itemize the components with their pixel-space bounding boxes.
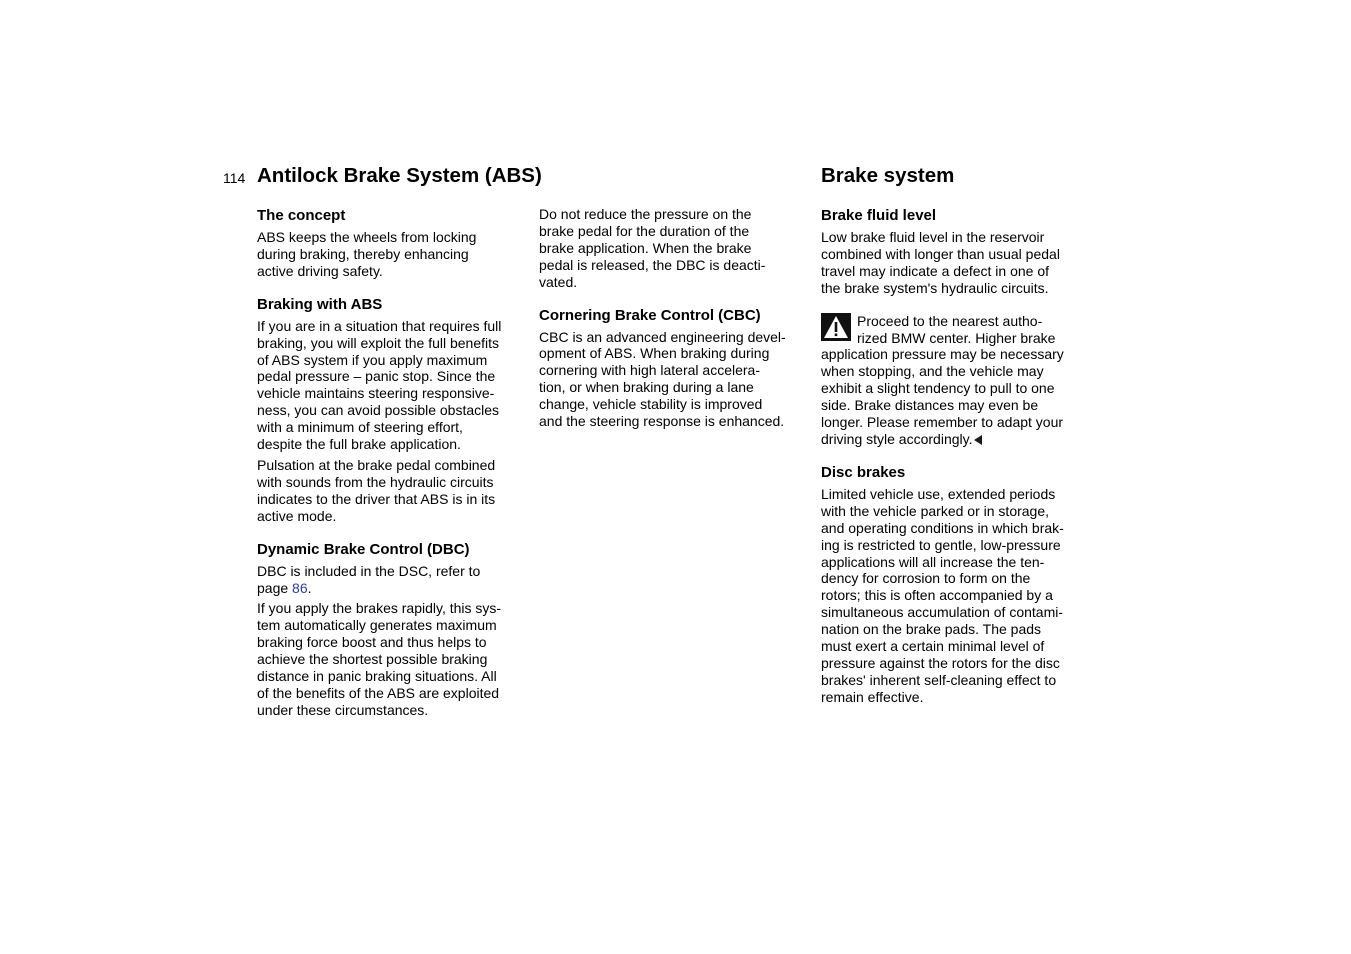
warning-note [821, 313, 1099, 448]
heading-dbc: Dynamic Brake Control (DBC) [257, 540, 470, 558]
concept-paragraph: ABS keeps the wheels from locking during braking, thereby enhancing active driving safety. [257, 229, 477, 279]
section-title-abs: Antilock Brake System (ABS) [257, 164, 542, 187]
braking-paragraph-1: If you are in a situation that requires full braking, you will exploit the full benefits of ABS system if you apply maximum pedal pressure – panic stop. Since the vehicle maintains steering responsive- ness, you can avoid possible obstacles with a minimum of steering effort, despite the full brake application. [257, 317, 502, 453]
column-left [257, 206, 535, 719]
dbc-paragraph-1 [257, 563, 535, 597]
dbc-paragraph-2: If you apply the brakes rapidly, this sys- tem automatically generates maximum braking force boost and thus helps to achieve the shortest possible braking distance in panic braking situations. All of the benefits of the ABS are exploited under these circumstances. [257, 600, 502, 718]
dbc-paragraph-1-suffix: . [307, 579, 312, 596]
fluid-paragraph: Low brake fluid level in the reservoir combined with longer than usual pedal travel may indicate a defect in one of the brake system's hydraulic circuits. [821, 229, 1060, 296]
heading-the-concept: The concept [257, 207, 346, 224]
pedal-paragraph: Do not reduce the pressure on the brake pedal for the duration of the brake application. When the brake pedal is released, the DBC is deacti- vated. [539, 206, 766, 290]
column-middle [539, 206, 817, 430]
warning-paragraph [821, 313, 1099, 448]
braking-paragraph-2: Pulsation at the brake pedal combined with sounds from the hydraulic circuits indicates to the driver that ABS is in its active mode. [257, 456, 496, 524]
warning-text: Proceed to the nearest autho- rized BMW center. Higher brake application pressure may be necessary when stopping, and the vehicle may exhibit a slight tendency to pull to one side. Brake distances may even be longer. Please remember to adapt your driving style accordingly. [821, 312, 1064, 447]
heading-disc-brakes: Disc brakes [821, 463, 906, 481]
column-right [821, 206, 1099, 706]
dbc-paragraph-1-prefix: DBC is included in the DSC, refer to page [257, 562, 481, 596]
page-86-link[interactable]: 86 [292, 579, 308, 596]
heading-braking-with-abs: Braking with ABS [257, 295, 383, 313]
section-title-brake-system: Brake system [821, 164, 955, 187]
end-of-section-marker-icon [974, 435, 982, 445]
cbc-paragraph: CBC is an advanced engineering devel- opment of ABS. When braking during cornering with high lateral accelera- tion, or when braking during a lane change, vehicle stability is improved and the steering response is enhanced. [539, 328, 786, 430]
disc-paragraph: Limited vehicle use, extended periods with the vehicle parked or in storage, and operating conditions in which brak- ing is restricted to gentle, low-pressure applications will all increase the ten- dency for corrosion to form on the rotors; this is often accompanied by a simultaneous accumulation of contami- nation on the brake pads. The pads must exert a certain minimal level of pressure against the rotors for the disc brakes' inherent self-cleaning effect to remain effective. [821, 485, 1064, 705]
page-number: 114 [223, 170, 246, 186]
heading-cbc: Cornering Brake Control (CBC) [539, 306, 761, 324]
warning-triangle-icon [821, 313, 851, 341]
heading-brake-fluid-level: Brake fluid level [821, 207, 937, 224]
